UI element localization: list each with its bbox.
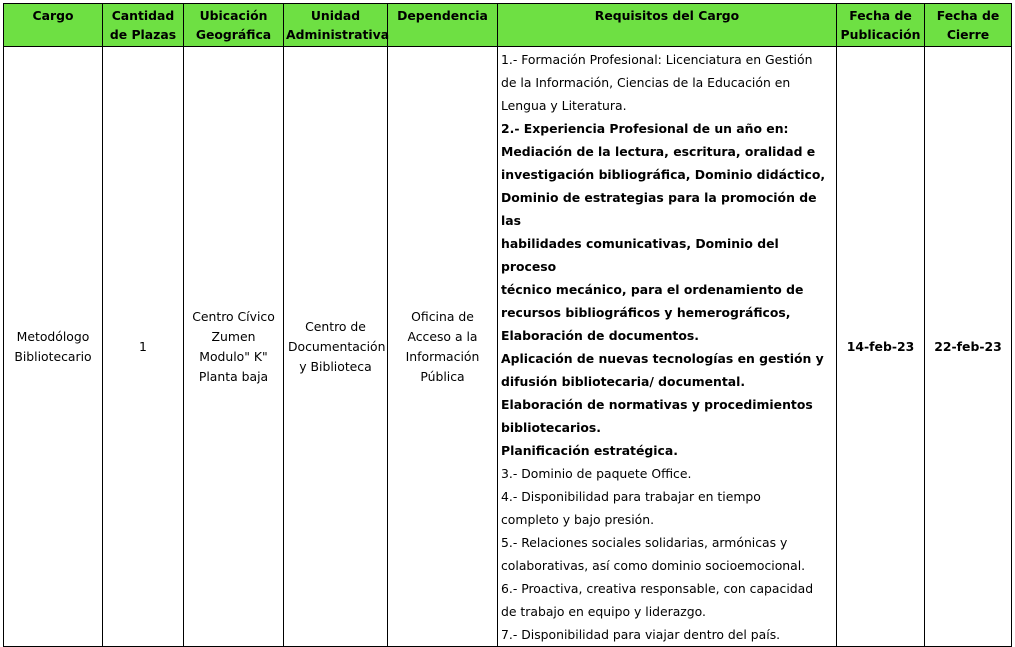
- requisito-line: Elaboración de normativas y procedimientos: [501, 397, 813, 412]
- requisito-line: 5.- Relaciones sociales solidarias, armónicas y: [501, 535, 788, 550]
- job-posting-table: [3, 3, 1012, 647]
- requisito-line: habilidades comunicativas, Dominio del proceso: [501, 236, 779, 274]
- cell-requisitos: [498, 47, 837, 647]
- requisito-line: completo y bajo presión.: [501, 512, 655, 527]
- requisito-line: difusión bibliotecaria/ documental.: [501, 374, 746, 389]
- header-unidad-administrativa: Unidad Administrativa: [284, 4, 388, 47]
- table-row: [4, 47, 1012, 647]
- cell-dependencia: Oficina de Acceso a la Información Pública: [388, 47, 498, 647]
- cell-ubicacion: Centro Cívico Zumen Modulo" K" Planta baja: [184, 47, 284, 647]
- cell-cantidad: 1: [103, 47, 184, 647]
- requisito-line: 3.- Dominio de paquete Office.: [501, 466, 692, 481]
- header-ubicacion-geografica: Ubicación Geográfica: [184, 4, 284, 47]
- header-dependencia: Dependencia: [388, 4, 498, 47]
- requisito-line: 7.- Disponibilidad para viajar dentro del país.: [501, 627, 781, 642]
- requisito-line: Aplicación de nuevas tecnologías en gestión y: [501, 351, 824, 366]
- header-cargo: Cargo: [4, 4, 103, 47]
- requisito-line: 1.- Formación Profesional: Licenciatura en Gestión: [501, 52, 813, 67]
- requisito-line: Dominio de estrategias para la promoción de las: [501, 190, 817, 228]
- cell-cargo: Metodólogo Bibliotecario: [4, 47, 103, 647]
- requisito-line: 6.- Proactiva, creativa responsable, con capacidad: [501, 581, 814, 596]
- requisito-line: bibliotecarios.: [501, 420, 601, 435]
- cell-unidad: Centro de Documentación y Biblioteca: [284, 47, 388, 647]
- requisito-line: de trabajo en equipo y liderazgo.: [501, 604, 706, 619]
- requisito-line: Mediación de la lectura, escritura, oralidad e: [501, 144, 816, 159]
- requisito-line: 2.- Experiencia Profesional de un año en:: [501, 121, 789, 136]
- cell-fecha-cierre: 22-feb-23: [925, 47, 1012, 647]
- requisito-line: de la Información, Ciencias de la Educación en: [501, 75, 791, 90]
- requisito-line: colaborativas, así como dominio socioemocional.: [501, 558, 806, 573]
- requisito-line: Lengua y Literatura.: [501, 98, 627, 113]
- requisito-line: Planificación estratégica.: [501, 443, 678, 458]
- requisito-line: recursos bibliográficos y hemerográficos,: [501, 305, 791, 320]
- header-fecha-publicacion: Fecha de Publicación: [837, 4, 925, 47]
- requisito-line: técnico mecánico, para el ordenamiento de: [501, 282, 804, 297]
- header-requisitos: Requisitos del Cargo: [498, 4, 837, 47]
- header-row: [4, 4, 1012, 47]
- header-cantidad-plazas: Cantidad de Plazas: [103, 4, 184, 47]
- requisito-line: investigación bibliográfica, Dominio didáctico,: [501, 167, 826, 182]
- requisito-line: 4.- Disponibilidad para trabajar en tiempo: [501, 489, 761, 504]
- cell-fecha-publicacion: 14-feb-23: [837, 47, 925, 647]
- requisito-line: Elaboración de documentos.: [501, 328, 699, 343]
- header-fecha-cierre: Fecha de Cierre: [925, 4, 1012, 47]
